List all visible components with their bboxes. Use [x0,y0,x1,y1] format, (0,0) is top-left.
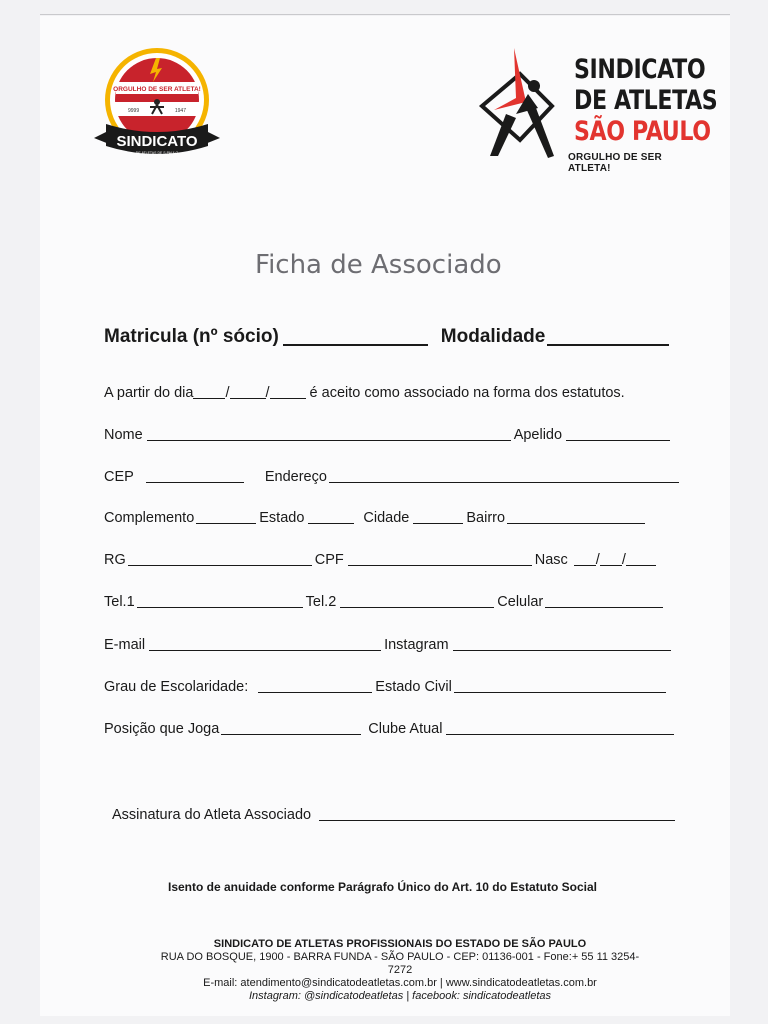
nasc-year-field[interactable] [626,551,656,566]
escolaridade-label: Grau de Escolaridade: [104,679,249,695]
page-title: Ficha de Associado [255,250,502,280]
nasc-sep-1: / [595,552,600,568]
date-row [104,384,688,401]
cep-field[interactable] [146,468,244,483]
rg-row [104,551,688,568]
footer-org: SINDICATO DE ATLETAS PROFISSIONAIS DO ESTADO DE SÃO PAULO [213,938,587,950]
posicao-label: Posição que Joga [104,721,220,737]
footer-social: Instagram: @sindicatodeatletas | facebook: sindicatodeatletas [248,990,552,1002]
matricula-field[interactable] [283,326,428,346]
estado-field[interactable] [308,509,354,524]
escolaridade-field[interactable] [258,678,372,693]
celular-label: Celular [497,594,544,610]
date-prefix: A partir do dia [104,385,194,401]
modalidade-field[interactable] [547,326,669,346]
apelido-label: Apelido [513,427,563,443]
footer-address: RUA DO BOSQUE, 1900 - BARRA FUNDA - SÃO PAULO - CEP: 01136-001 - Fone:+ 55 11 3254-7272 [160,951,640,976]
instagram-label: Instagram [384,637,449,653]
clube-label: Clube Atual [368,721,443,737]
assinatura-row [112,806,690,823]
isencao-note: Isento de anuidade conforme Parágrafo Único do Art. 10 do Estatuto Social [168,880,597,894]
matricula-row [104,326,688,348]
crest-year-right: 1947 [174,108,186,114]
tel2-label: Tel.2 [305,594,337,610]
cep-label: CEP [104,469,134,485]
crest-ribbon-sub: DE ATLETAS DE S.PAULO [135,151,179,155]
complemento-field[interactable] [196,509,256,524]
estado-civil-field[interactable] [454,678,666,693]
celular-field[interactable] [545,593,663,608]
footer [150,938,650,1003]
tel2-field[interactable] [340,593,494,608]
escolaridade-row [104,678,688,695]
nasc-label: Nasc [534,552,568,568]
complemento-label: Complemento [104,510,195,526]
sindicato-crest-logo [92,42,222,172]
nome-label: Nome [104,427,143,443]
logo-line-de-atletas: DE ATLETAS [574,85,718,116]
footer-contact: E-mail: atendimento@sindicatodeatletas.com.br | www.sindicatodeatletas.com.br [203,977,597,989]
modalidade-label: Modalidade [440,326,546,347]
matricula-label: Matricula (nº sócio) [104,326,279,347]
tel1-label: Tel.1 [104,594,135,610]
endereco-label: Endereço [264,469,327,485]
sindicato-sao-paulo-logo [476,44,718,174]
clube-field[interactable] [446,720,674,735]
year-field[interactable] [270,384,306,399]
endereco-field[interactable] [329,468,679,483]
assinatura-label: Assinatura do Atleta Associado [112,807,312,823]
rg-field[interactable] [128,551,312,566]
rg-label: RG [104,552,126,568]
estado-label: Estado [259,510,305,526]
logo-line-sindicato: SINDICATO [574,54,706,85]
month-field[interactable] [230,384,266,399]
instagram-field[interactable] [453,636,671,651]
bairro-label: Bairro [466,510,506,526]
cidade-label: Cidade [363,510,410,526]
logo-tagline: ORGULHO DE SER ATLETA! [568,152,662,174]
apelido-field[interactable] [566,426,670,441]
email-row [104,636,688,653]
nasc-sep-2: / [621,552,626,568]
cpf-label: CPF [314,552,344,568]
cep-row [104,468,688,485]
tel-row [104,593,688,610]
athlete-mark-icon [476,48,558,160]
complemento-row [104,509,688,526]
email-field[interactable] [149,636,381,651]
assinatura-field[interactable] [319,806,675,821]
posicao-row [104,720,688,737]
crest-year-left: 9999 [128,108,140,114]
date-sep-2: / [265,385,270,401]
crest-ribbon-text: SINDICATO [116,133,198,150]
estado-civil-label: Estado Civil [375,679,452,695]
cpf-field[interactable] [348,551,532,566]
day-field[interactable] [193,384,225,399]
date-sep-1: / [225,385,230,401]
scan-edge-line [40,14,730,15]
nasc-month-field[interactable] [600,551,622,566]
nome-field[interactable] [147,426,511,441]
tel1-field[interactable] [137,593,303,608]
nasc-day-field[interactable] [574,551,596,566]
date-suffix: é aceito como associado na forma dos estatutos. [309,385,625,401]
logo-line-sao-paulo: SÃO PAULO [574,116,711,147]
nome-row [104,426,688,443]
cidade-field[interactable] [413,509,463,524]
crest-banner-text: ORGULHO DE SER ATLETA! [113,86,201,93]
email-label: E-mail [104,637,146,653]
bairro-field[interactable] [507,509,645,524]
posicao-field[interactable] [221,720,361,735]
